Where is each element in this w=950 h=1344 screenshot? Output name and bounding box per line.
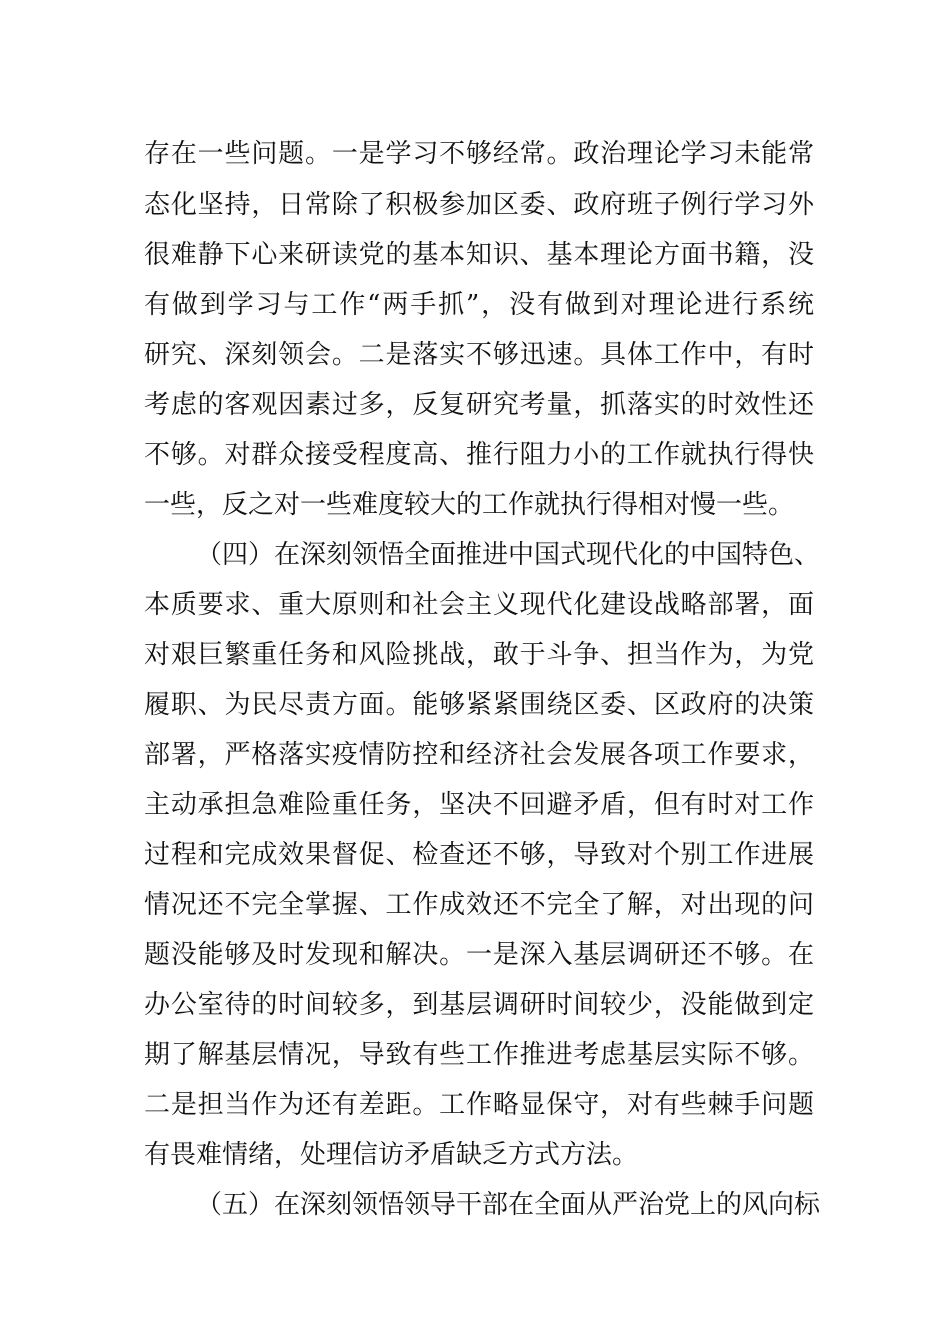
text-line: 态化坚持，日常除了积极参加区委、政府班子例行学习外: [144, 190, 814, 220]
text-line: 题没能够及时发现和解决。一是深入基层调研还不够。在: [144, 940, 814, 970]
text-line: 存在一些问题。一是学习不够经常。政治理论学习未能常: [144, 139, 814, 169]
text-line: 期了解基层情况，导致有些工作推进考虑基层实际不够。: [144, 1040, 814, 1070]
text-line: 很难静下心来研读党的基本知识、基本理论方面书籍，没: [144, 240, 814, 270]
text-line: 主动承担急难险重任务，坚决不回避矛盾，但有时对工作: [144, 790, 814, 820]
text-line: 一些，反之对一些难度较大的工作就执行得相对慢一些。: [144, 490, 795, 520]
section-heading-line: （五）在深刻领悟领导干部在全面从严治党上的风向标: [196, 1190, 821, 1220]
text-line: 本质要求、重大原则和社会主义现代化建设战略部署，面: [144, 590, 814, 620]
text-line: 履职、为民尽责方面。能够紧紧围绕区委、区政府的决策: [144, 690, 814, 720]
text-line: 考虑的客观因素过多，反复研究考量，抓落实的时效性还: [144, 390, 814, 420]
text-line: 有做到学习与工作“两手抓”，没有做到对理论进行系统: [144, 290, 814, 320]
text-line: 过程和完成效果督促、检查还不够，导致对个别工作进展: [144, 840, 814, 870]
section-heading-line: （四）在深刻领悟全面推进中国式现代化的中国特色、: [196, 540, 821, 570]
text-line: 有畏难情绪，处理信访矛盾缺乏方式方法。: [144, 1140, 639, 1170]
text-line: 办公室待的时间较多，到基层调研时间较少，没能做到定: [144, 990, 814, 1020]
text-line: 对艰巨繁重任务和风险挑战，敢于斗争、担当作为，为党: [144, 640, 814, 670]
text-line: 不够。对群众接受程度高、推行阻力小的工作就执行得快: [144, 440, 814, 470]
text-line: 二是担当作为还有差距。工作略显保守，对有些棘手问题: [144, 1090, 814, 1120]
text-line: 情况还不完全掌握、工作成效还不完全了解，对出现的问: [144, 890, 814, 920]
text-line: 研究、深刻领会。二是落实不够迅速。具体工作中，有时: [144, 340, 814, 370]
text-line: 部署，严格落实疫情防控和经济社会发展各项工作要求，: [144, 740, 814, 770]
